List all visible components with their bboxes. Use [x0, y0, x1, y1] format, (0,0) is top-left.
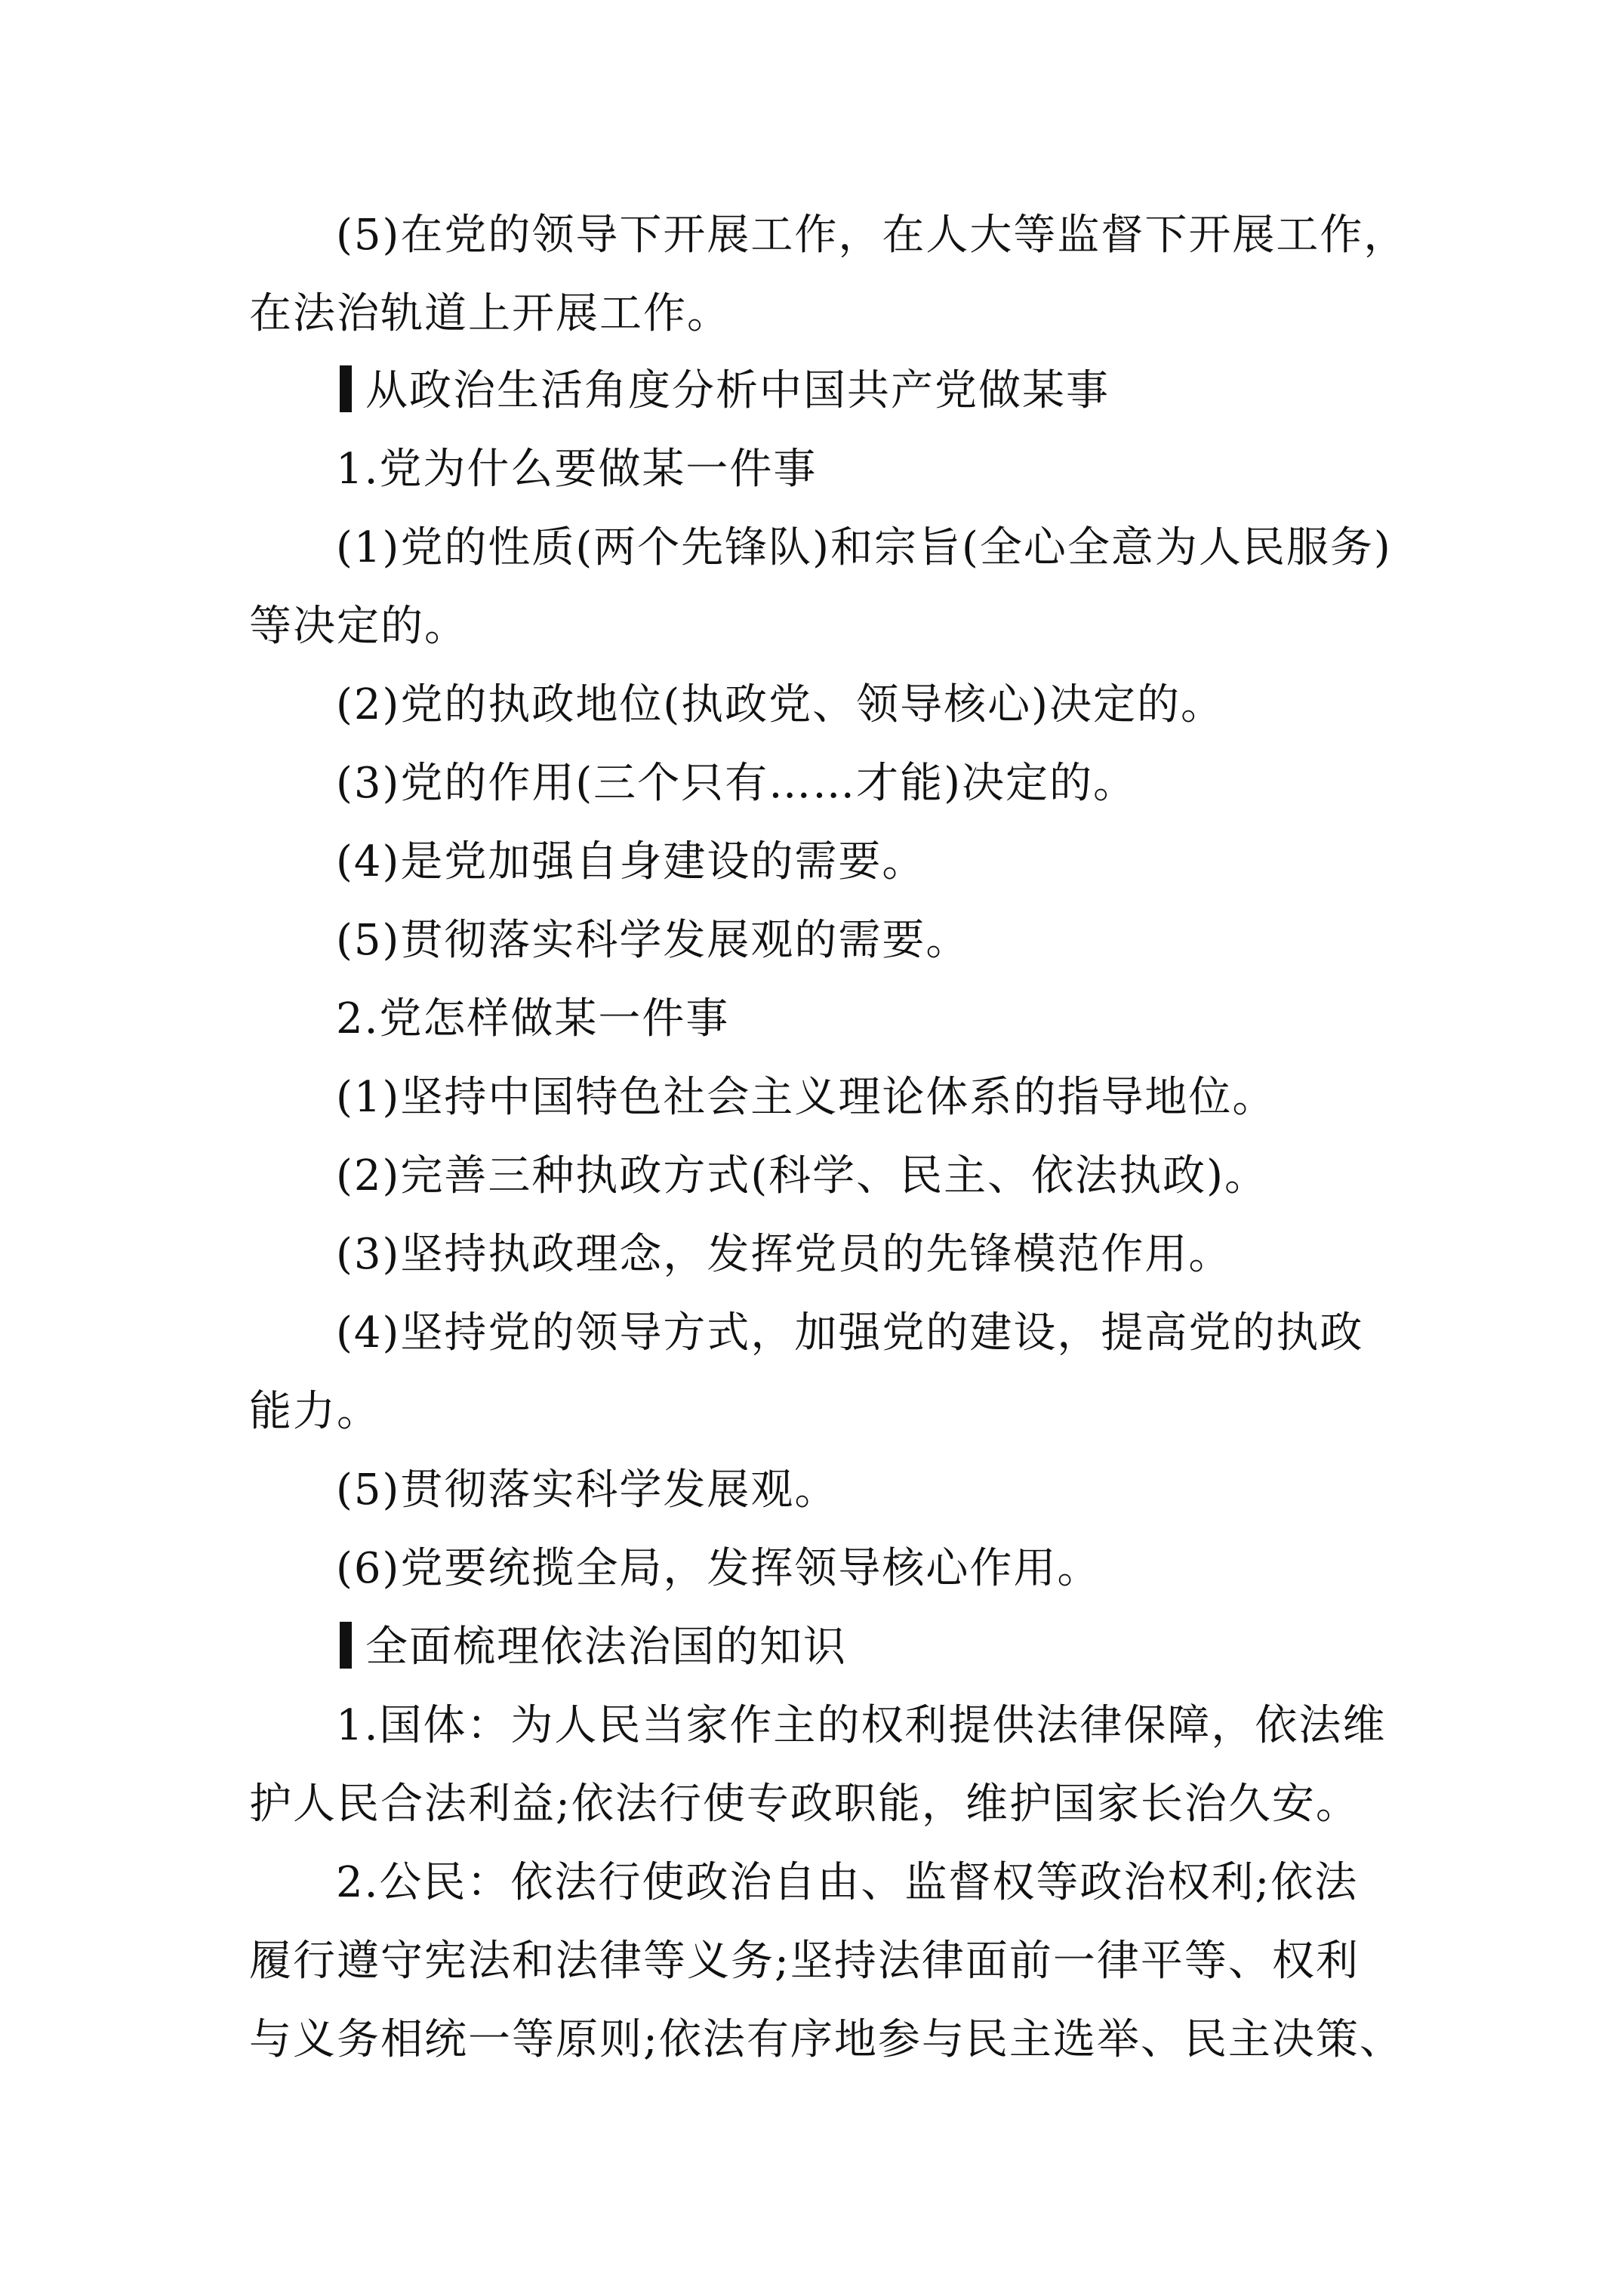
paragraph-line: 1.党为什么要做某一件事	[336, 445, 818, 494]
paragraph-line: 护人民合法利益;依法行使专政职能，维护国家长治久安。	[249, 1780, 1360, 1829]
paragraph-line: 履行遵守宪法和法律等义务;坚持法律面前一律平等、权利	[249, 1937, 1360, 1986]
paragraph-line: 2.党怎样做某一件事	[336, 994, 730, 1043]
paragraph-line: (2)党的执政地位(执政党、领导核心)决定的。	[336, 680, 1225, 729]
paragraph-line: (5)在党的领导下开展工作，在人大等监督下开展工作，	[336, 211, 1408, 260]
paragraph-line: (4)坚持党的领导方式，加强党的建设，提高党的执政	[336, 1308, 1364, 1358]
paragraph-line: (1)党的性质(两个先锋队)和宗旨(全心全意为人民服务)	[336, 523, 1392, 572]
section-heading	[340, 364, 1110, 418]
section-heading-text: 全面梳理依法治国的知识	[365, 1623, 847, 1672]
paragraph-line: (4)是党加强自身建设的需要。	[336, 837, 926, 886]
paragraph-line: (3)党的作用(三个只有……才能)决定的。	[336, 759, 1138, 808]
paragraph-line: 1.国体：为人民当家作主的权利提供法律保障，依法维	[336, 1701, 1387, 1750]
paragraph-line: 2.公民：依法行使政治自由、监督权等政治权利;依法	[336, 1858, 1359, 1907]
paragraph-line: (1)坚持中国特色社会主义理论体系的指导地位。	[336, 1073, 1277, 1122]
paragraph-line: (3)坚持执政理念，发挥党员的先锋模范作用。	[336, 1230, 1233, 1279]
paragraph-line: 能力。	[249, 1387, 380, 1436]
paragraph-line: 与义务相统一等原则;依法有序地参与民主选举、民主决策、	[249, 2015, 1403, 2064]
heading-bar-icon	[340, 1622, 352, 1669]
paragraph-line: 在法治轨道上开展工作。	[249, 289, 731, 338]
paragraph-line: 等决定的。	[249, 602, 468, 651]
paragraph-line: (5)贯彻落实科学发展观的需要。	[336, 916, 970, 965]
section-heading-text: 从政治生活角度分析中国共产党做某事	[365, 366, 1110, 415]
heading-bar-icon	[340, 365, 352, 412]
paragraph-line: (2)完善三种执政方式(科学、民主、依法执政)。	[336, 1151, 1269, 1200]
section-heading	[340, 1620, 847, 1675]
paragraph-line: (6)党要统揽全局，发挥领导核心作用。	[336, 1544, 1101, 1593]
paragraph-line: (5)贯彻落实科学发展观。	[336, 1465, 839, 1515]
